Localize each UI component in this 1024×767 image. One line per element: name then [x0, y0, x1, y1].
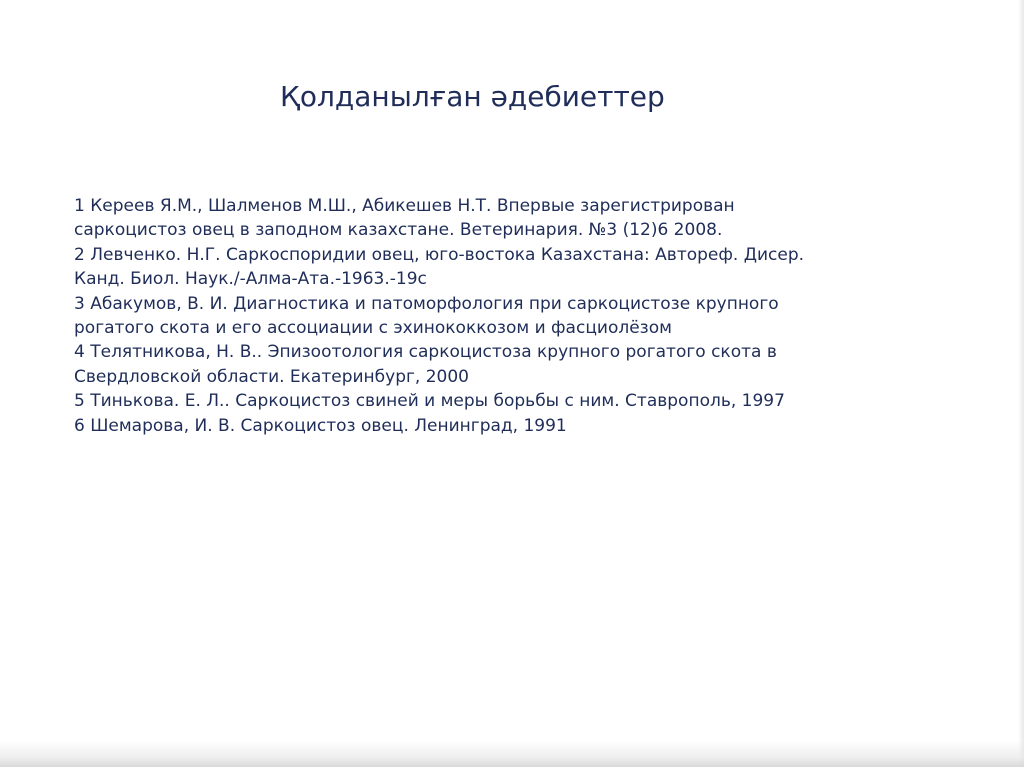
reference-item	[74, 414, 934, 438]
slide-edge-shadow	[1018, 0, 1024, 767]
reference-line: саркоцистоз овец в заподном казахстане. Ветеринария. №3 (12)6 2008.	[74, 220, 723, 241]
reference-item	[74, 292, 934, 341]
reference-line: Канд. Биол. Наук./-Алма-Ата.-1963.-19с	[74, 269, 427, 290]
reference-line: рогатого скота и его ассоциации с эхинококкозом и фасциолёзом	[74, 318, 672, 339]
reference-line: Свердловской области. Екатеринбург, 2000	[74, 366, 470, 387]
reference-line: 2 Левченко. Н.Г. Саркоспоридии овец, юго-востока Казахстана: Автореф. Дисер.	[74, 244, 805, 265]
reference-item	[74, 194, 934, 243]
reference-line: 1 Кереев Я.М., Шалменов М.Ш., Абикешев Н.Т. Впервые зарегистрирован	[74, 196, 735, 216]
reference-item	[74, 389, 934, 413]
reference-line: 5 Тинькова. Е. Л.. Саркоцистоз свиней и меры борьбы с ним. Ставрополь, 1997	[74, 391, 785, 412]
reference-list	[74, 194, 934, 438]
reference-line: 3 Абакумов, В. И. Диагностика и патоморфология при саркоцистозе крупного	[74, 293, 779, 314]
reference-item	[74, 340, 934, 389]
reference-item	[74, 243, 934, 292]
reference-line: 4 Телятникова, Н. В.. Эпизоотология саркоцистоза крупного рогатого скота в	[74, 342, 777, 363]
reference-line: 6 Шемарова, И. В. Саркоцистоз овец. Ленинград, 1991	[74, 415, 567, 436]
slide-title: Қолданылған әдебиеттер	[280, 80, 665, 113]
slide-bottom-shadow	[0, 741, 1024, 767]
